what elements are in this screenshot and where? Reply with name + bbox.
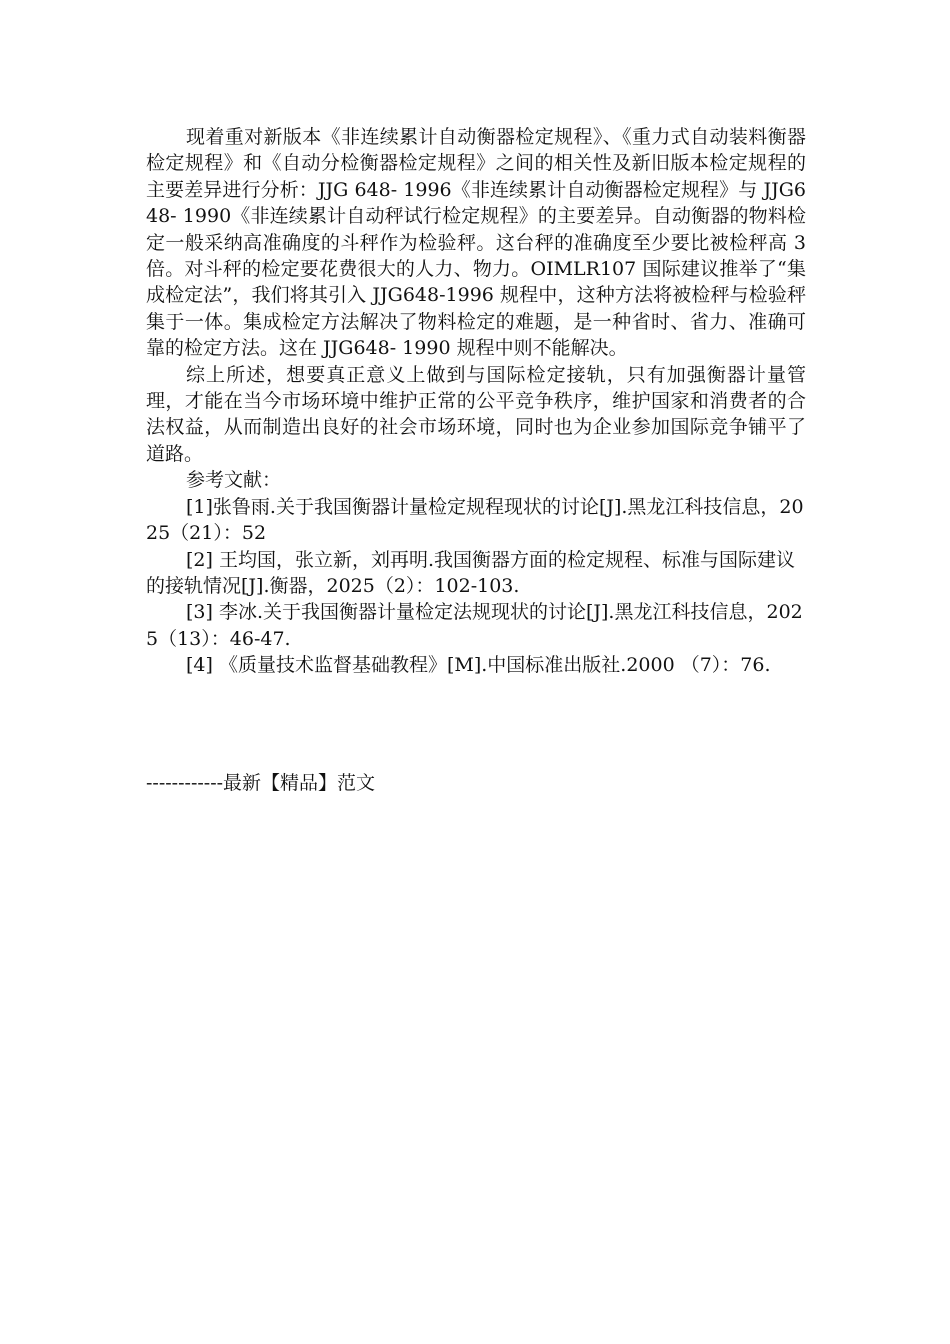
- body-paragraph-2: 综上所述，想要真正意义上做到与国际检定接轨，只有加强衡器计量管理，才能在当今市场环境中维护正常的公平竞争秩序，维护国家和消费者的合法权益，从而制造出良好的社会市场环境，同时也为企业参加国际竞争铺平了道路。: [146, 363, 806, 465]
- footer-label: ------------最新【精品】范文: [146, 772, 376, 794]
- reference-item-1: [1]张鲁雨.关于我国衡器计量检定规程现状的讨论[J].黑龙江科技信息，2025（21）：52: [146, 495, 804, 545]
- references-heading: 参考文献：: [186, 469, 282, 492]
- body-paragraph-1: 现着重对新版本《非连续累计自动衡器检定规程》、《重力式自动装料衡器检定规程》和《自动分检衡器检定规程》之间的相关性及新旧版本检定规程的主要差异进行分析：JJG 648- 1996《非连续累计自动衡器检定规程》与 JJG648- 1990《非连续累计自动秤试行检定规程》的主要差异。自动衡器的物料检定一般采纳高准确度的斗秤作为检验秤。这台秤的准确度至少要比被检秤高 3 倍。对斗秤的检定要花费很大的人力、物力。OIMLR107 国际建议推举了“集成检定法”，我们将其引入 JJG648-1996 规程中，这种方法将被检秤与检验秤集于一体。集成检定方法解决了物料检定的难题，是一种省时、省力、准确可靠的检定方法。这在 JJG648- 1990 规程中则不能解决。: [146, 126, 806, 360]
- document-page: [146, 124, 806, 679]
- reference-item-3: [3] 李冰.关于我国衡器计量检定法规现状的讨论[J].黑龙江科技信息，2025（13）：46-47.: [146, 601, 803, 650]
- reference-item-4: [4] 《质量技术监督基础教程》[M].中国标准出版社.2000 （7）：76.: [186, 654, 771, 677]
- reference-item-2: [2] 王均国，张立新，刘再明.我国衡器方面的检定规程、标准与国际建议的接轨情况[J].衡器，2025（2）：102-103.: [146, 548, 795, 597]
